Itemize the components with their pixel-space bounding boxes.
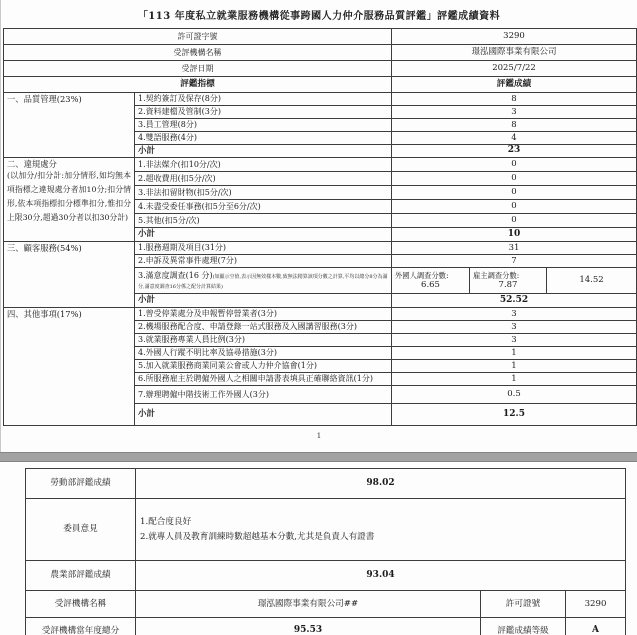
table-row <box>4 45 637 61</box>
permit-number-label: 許可證字號 <box>4 29 392 45</box>
item-score: 0.5 <box>392 386 637 404</box>
document-title: 「113 年度私立就業服務機構從事跨國人力仲介服務品質評鑑」評鑑成績資料 <box>137 11 501 22</box>
section2-category-note: (以加分/扣分計:加分情形,如均無本項指標之違規處分者加10分;扣分情形,依本項指標扣分標準扣分,惟扣分上限30分,超過30分者以扣30分計) <box>7 171 131 223</box>
comment-line: 2.就專人員及教育訓練時數超越基本分數,尤其是負責人有證書 <box>140 531 375 542</box>
table-header-row <box>4 77 637 93</box>
item-score: 1 <box>392 347 637 360</box>
item-label: 5.其他(扣5分/次) <box>135 214 392 228</box>
foreigner-survey-value: 6.65 <box>421 279 440 290</box>
survey-label: 3.滿意度調查(16 分) <box>138 270 213 280</box>
annual-total-score-label: 受評機構當年度總分 <box>26 618 136 635</box>
item-score: 3 <box>392 106 637 119</box>
agriculture-ministry-score-value: 93.04 <box>136 561 626 591</box>
table-row <box>4 29 637 45</box>
survey-total-value: 14.52 <box>547 268 637 294</box>
subtotal-label: 小計 <box>135 294 392 308</box>
page-number: 1 <box>316 432 322 440</box>
agency-name-value: 璟泓國際事業有限公司## <box>136 591 481 618</box>
item-label: 7.辦理聘僱中階技術工作外國人(3分) <box>135 386 392 404</box>
document-page-2 <box>0 462 637 635</box>
annual-total-score-value: 95.53 <box>136 618 481 635</box>
item-score: 8 <box>392 119 637 132</box>
labor-ministry-score-value: 98.02 <box>136 469 626 499</box>
table-row <box>4 242 637 255</box>
subtotal-value: 12.5 <box>392 404 637 426</box>
section4-category: 四、其他事項(17%) <box>4 308 135 426</box>
item-score: 0 <box>392 172 637 186</box>
labor-score-row <box>26 469 626 499</box>
item-score: 7 <box>392 255 637 268</box>
employer-survey-label: 雇主調查分數: <box>473 270 520 280</box>
survey-item-label <box>135 268 392 294</box>
subtotal-label: 小計 <box>135 228 392 242</box>
agriculture-ministry-score-label: 農業部評鑑成績 <box>26 561 136 591</box>
agency-name-label: 受評機構名稱 <box>26 591 136 618</box>
section2-category <box>4 158 135 242</box>
item-label: 6.所服務雇主於聘僱外國人之相關申請書表填具正確聯絡資訊(1分) <box>135 373 392 386</box>
grade-label: 評鑑成績等級 <box>481 618 566 635</box>
item-label: 2.機場服務配合度、申請登錄一站式服務及入國講習服務(3分) <box>135 321 392 334</box>
item-label: 5.加入就業服務商業同業公會或人力仲介協會(1分) <box>135 360 392 373</box>
item-score: 3 <box>392 334 637 347</box>
employer-survey-score-cell <box>470 268 547 294</box>
item-label: 2.申訴及異常事件處理(7分) <box>135 255 392 268</box>
item-score: 0 <box>392 158 637 172</box>
employer-survey-value: 7.87 <box>498 279 518 290</box>
agriculture-score-row <box>26 561 626 591</box>
item-score: 1 <box>392 373 637 386</box>
permit-number-value: 3290 <box>566 591 626 618</box>
agency-name-label: 受評機構名稱 <box>4 45 392 61</box>
item-score: 31 <box>392 242 637 255</box>
item-label: 1.契約簽訂及保存(8分) <box>135 93 392 106</box>
grade-value: A <box>566 618 626 635</box>
labor-ministry-score-label: 勞動部評鑑成績 <box>26 469 136 499</box>
evaluation-date-value: 2025/7/22 <box>392 61 637 77</box>
item-score: 8 <box>392 93 637 106</box>
item-label: 2.超收費用(扣5分/次) <box>135 172 392 186</box>
item-score: 0 <box>392 200 637 214</box>
subtotal-value: 52.52 <box>392 294 637 308</box>
item-label: 4.未盡受委任事務(扣5分至6分/次) <box>135 200 392 214</box>
foreigner-survey-label: 外國人調查分數: <box>395 270 449 280</box>
evaluation-score-table <box>3 28 637 426</box>
item-score: 1 <box>392 360 637 373</box>
agency-row <box>26 591 626 618</box>
section3-category: 三、顧客服務(54%) <box>4 242 135 308</box>
table-row <box>4 308 637 321</box>
item-label: 3.就業服務專業人員比例(3分) <box>135 334 392 347</box>
table-row <box>4 158 637 172</box>
item-score: 0 <box>392 186 637 200</box>
subtotal-label: 小計 <box>135 145 392 158</box>
item-label: 3.非法扣留財物(扣5分/次) <box>135 186 392 200</box>
item-label: 3.員工管理(8分) <box>135 119 392 132</box>
item-label: 4.外國人行蹤不明比率及協尋措施(3分) <box>135 347 392 360</box>
foreigner-survey-score-cell <box>392 268 470 294</box>
score-header: 評鑑成績 <box>392 77 637 93</box>
summary-score-table <box>25 468 626 635</box>
total-score-row <box>26 618 626 635</box>
committee-comments-label: 委員意見 <box>26 499 136 561</box>
subtotal-value: 23 <box>392 145 637 158</box>
section2-category-title: 二、違規處分 <box>7 159 57 169</box>
item-label: 4.雙語服務(4分) <box>135 132 392 145</box>
permit-number-value: 3290 <box>392 29 637 45</box>
agency-name-value: 璟泓國際事業有限公司 <box>392 45 637 61</box>
table-row <box>4 61 637 77</box>
item-label: 2.資料建檔及管制(3分) <box>135 106 392 119</box>
comment-line: 1.配合度良好 <box>140 516 192 527</box>
indicator-header: 評鑑指標 <box>4 77 392 93</box>
evaluation-date-label: 受評日期 <box>4 61 392 77</box>
page-separator <box>0 452 637 462</box>
survey-note: (如顯示空值,表示因無效樣本數,致無法精算該項分數之計算,平均以總分8分為滿分,滿意度調查16分係之配分計算結果) <box>138 273 388 290</box>
item-score: 0 <box>392 214 637 228</box>
table-row <box>4 93 637 106</box>
committee-comments-cell <box>136 499 626 561</box>
subtotal-value: 10 <box>392 228 637 242</box>
item-score: 4 <box>392 132 637 145</box>
item-label: 1.非法媒介(扣10分/次) <box>135 158 392 172</box>
section1-category: 一、品質管理(23%) <box>4 93 135 158</box>
item-score: 3 <box>392 308 637 321</box>
subtotal-label: 小計 <box>135 404 392 426</box>
permit-number-label: 許可證號 <box>481 591 566 618</box>
item-score: 3 <box>392 321 637 334</box>
item-label: 1.曾受停業處分及申報暫停營業者(3分) <box>135 308 392 321</box>
item-label: 1.服務週期及項目(31分) <box>135 242 392 255</box>
committee-comments-row <box>26 499 626 561</box>
